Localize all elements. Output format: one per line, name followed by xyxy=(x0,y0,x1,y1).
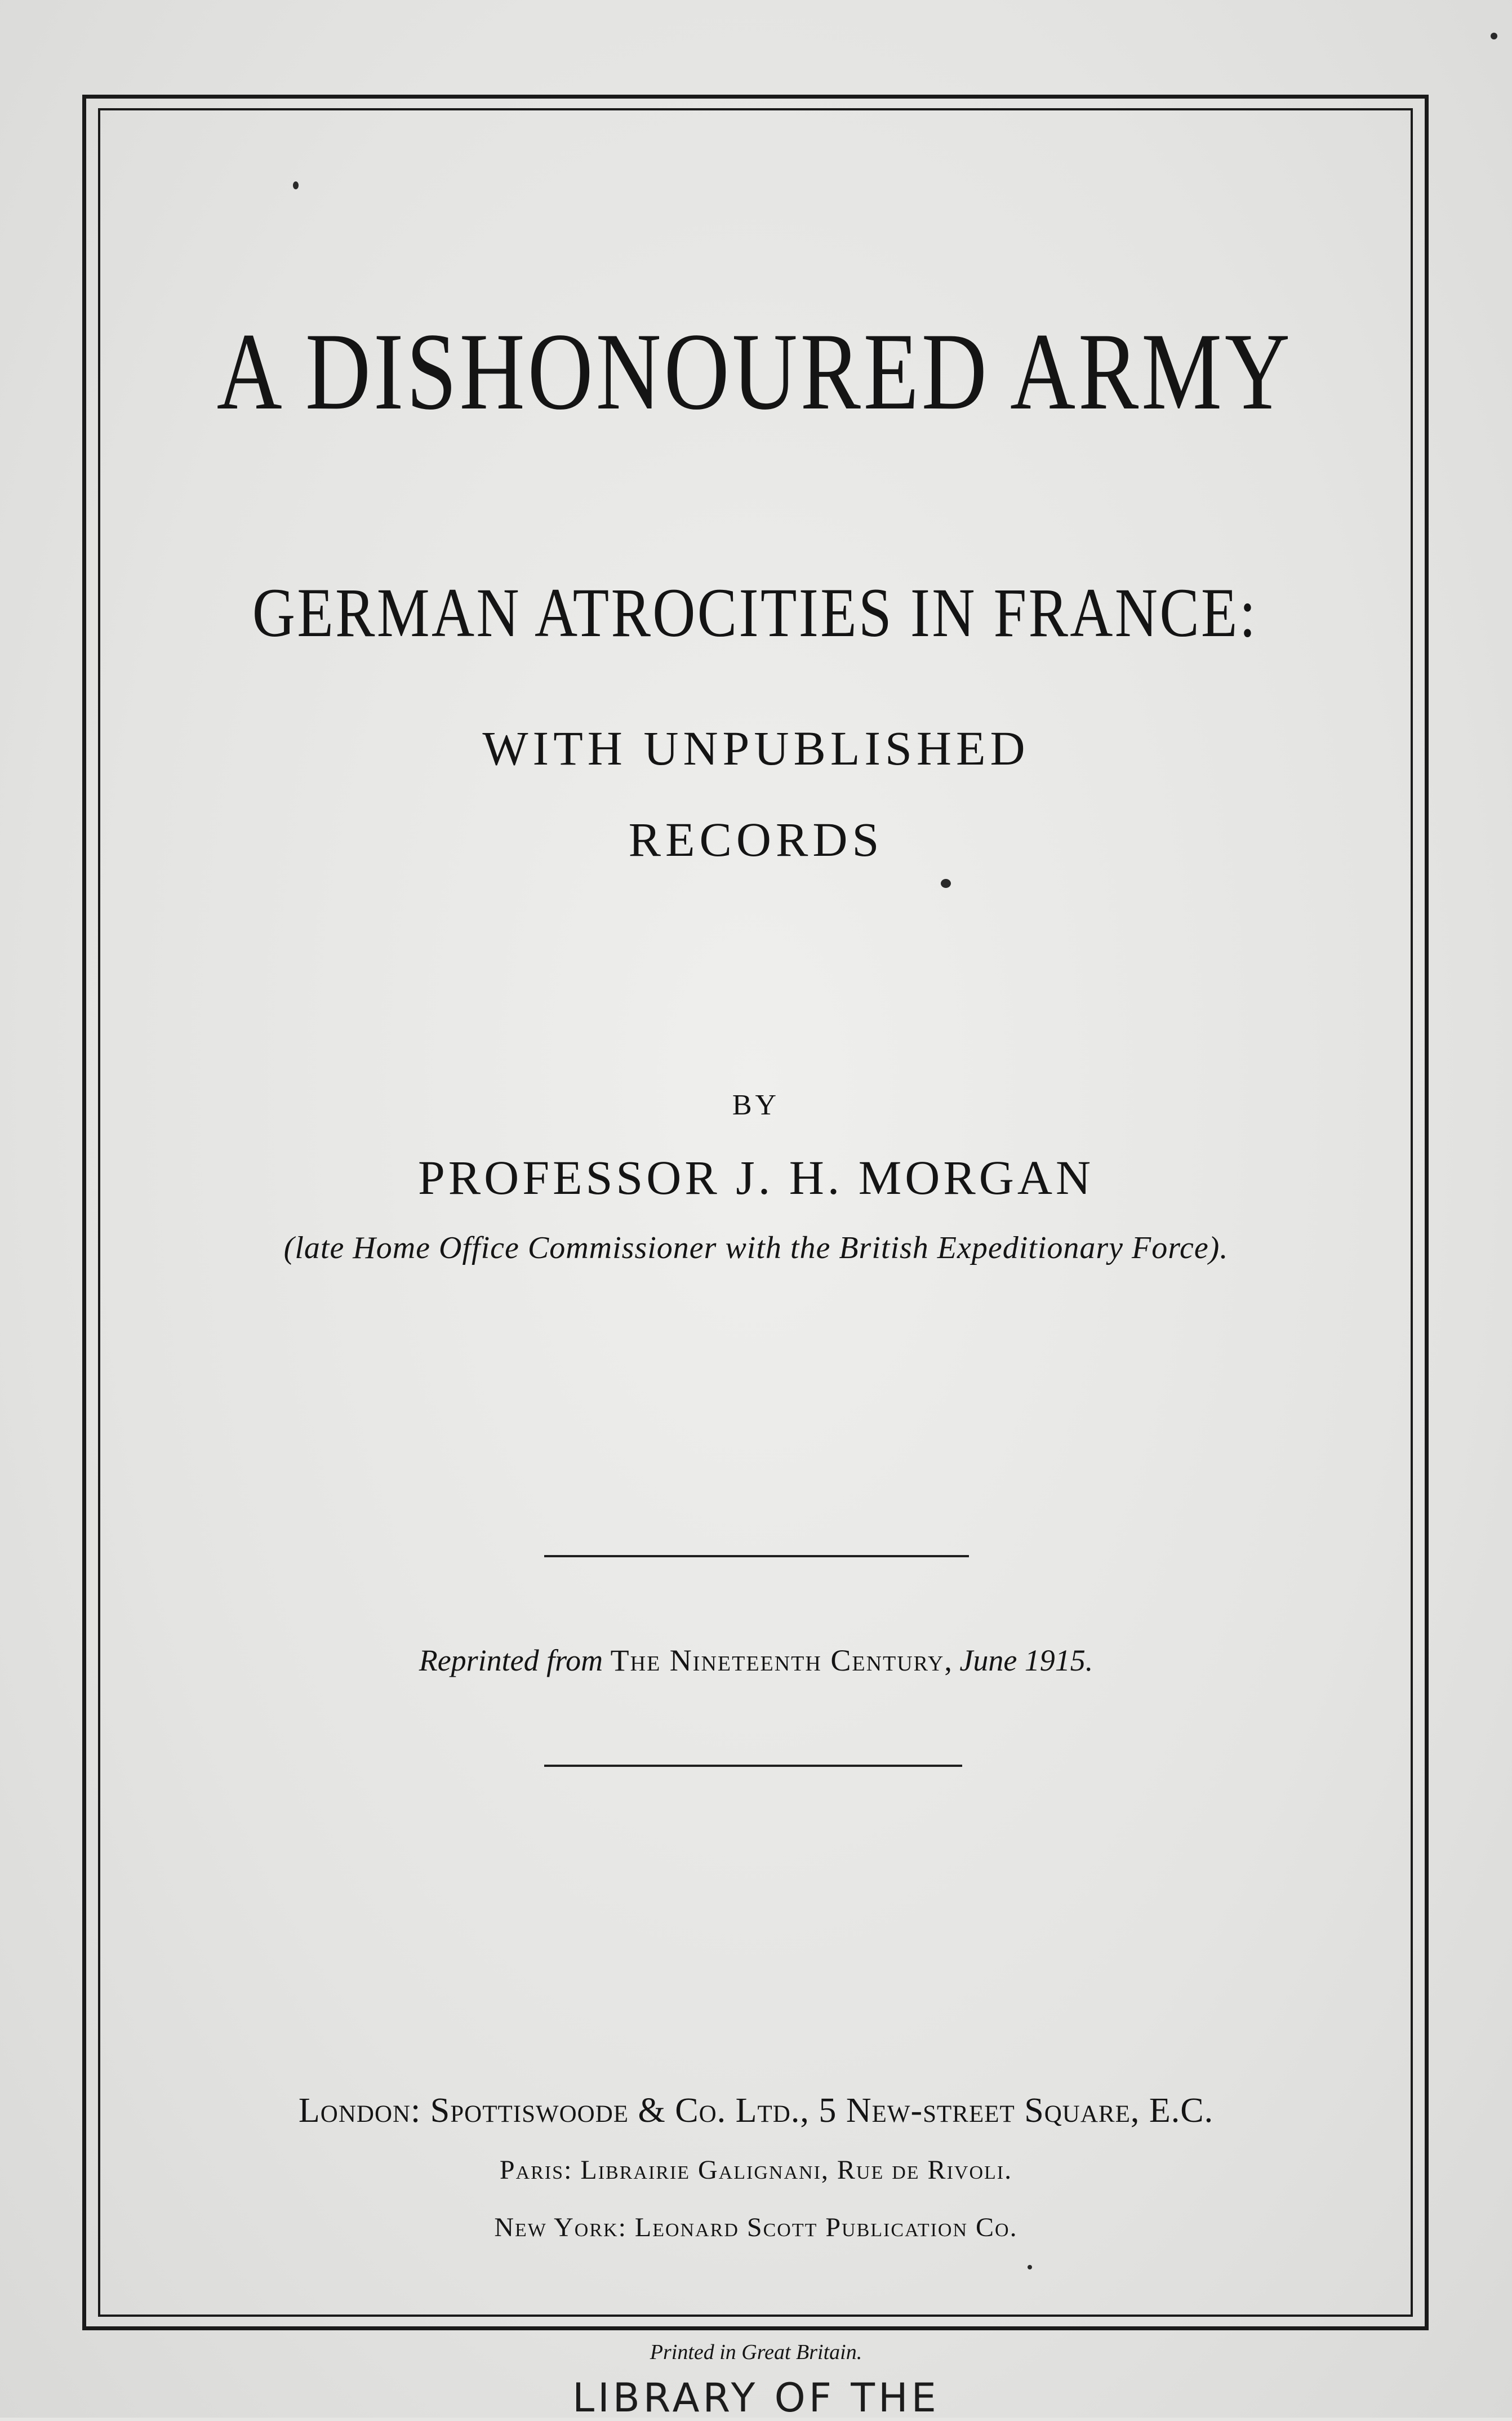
paper-speck xyxy=(1491,33,1497,39)
title-page-border-inner xyxy=(98,108,1413,2317)
imprint-newyork xyxy=(0,2210,1512,2246)
paper-speck xyxy=(293,181,299,189)
divider-rule-top xyxy=(544,1555,969,1557)
author-affiliation: (late Home Office Commissioner with the British Expeditionary Force). xyxy=(283,1231,1229,1265)
reprint-note xyxy=(0,1641,1512,1680)
book-subtitle-line3: RECORDS xyxy=(628,812,884,867)
by-line: BY xyxy=(732,1089,780,1121)
paper-speck xyxy=(1028,2265,1032,2269)
imprint-london-text: Spottiswoode & Co. Ltd., 5 New-street Square, E.C. xyxy=(430,2091,1214,2130)
printed-in-note: Printed in Great Britain. xyxy=(650,2340,862,2364)
book-subtitle-line2: WITH UNPUBLISHED xyxy=(482,721,1030,775)
paper-speck xyxy=(941,879,951,888)
imprint-london xyxy=(0,2088,1512,2133)
reprint-source: The Nineteenth Century xyxy=(610,1643,945,1677)
reprint-prefix: Reprinted from xyxy=(419,1643,603,1677)
divider-rule-bottom xyxy=(544,1765,962,1767)
imprint-paris xyxy=(0,2152,1512,2188)
book-subtitle: GERMAN ATROCITIES IN FRANCE: xyxy=(252,574,1258,651)
book-title: A DISHONOURED ARMY xyxy=(216,310,1293,433)
author-name: PROFESSOR J. H. MORGAN xyxy=(417,1150,1095,1205)
reprint-comma: , xyxy=(944,1643,952,1677)
imprint-newyork-text: Leonard Scott Publication Co. xyxy=(634,2213,1018,2242)
imprint-paris-text: Librairie Galignani, Rue de Rivoli. xyxy=(580,2155,1013,2185)
imprint-newyork-label: New York: xyxy=(494,2213,627,2242)
imprint-london-label: London: xyxy=(298,2091,421,2130)
reprint-date: June 1915. xyxy=(959,1643,1093,1677)
imprint-paris-label: Paris: xyxy=(499,2155,573,2185)
library-stamp: LIBRARY OF THE xyxy=(572,2375,940,2421)
